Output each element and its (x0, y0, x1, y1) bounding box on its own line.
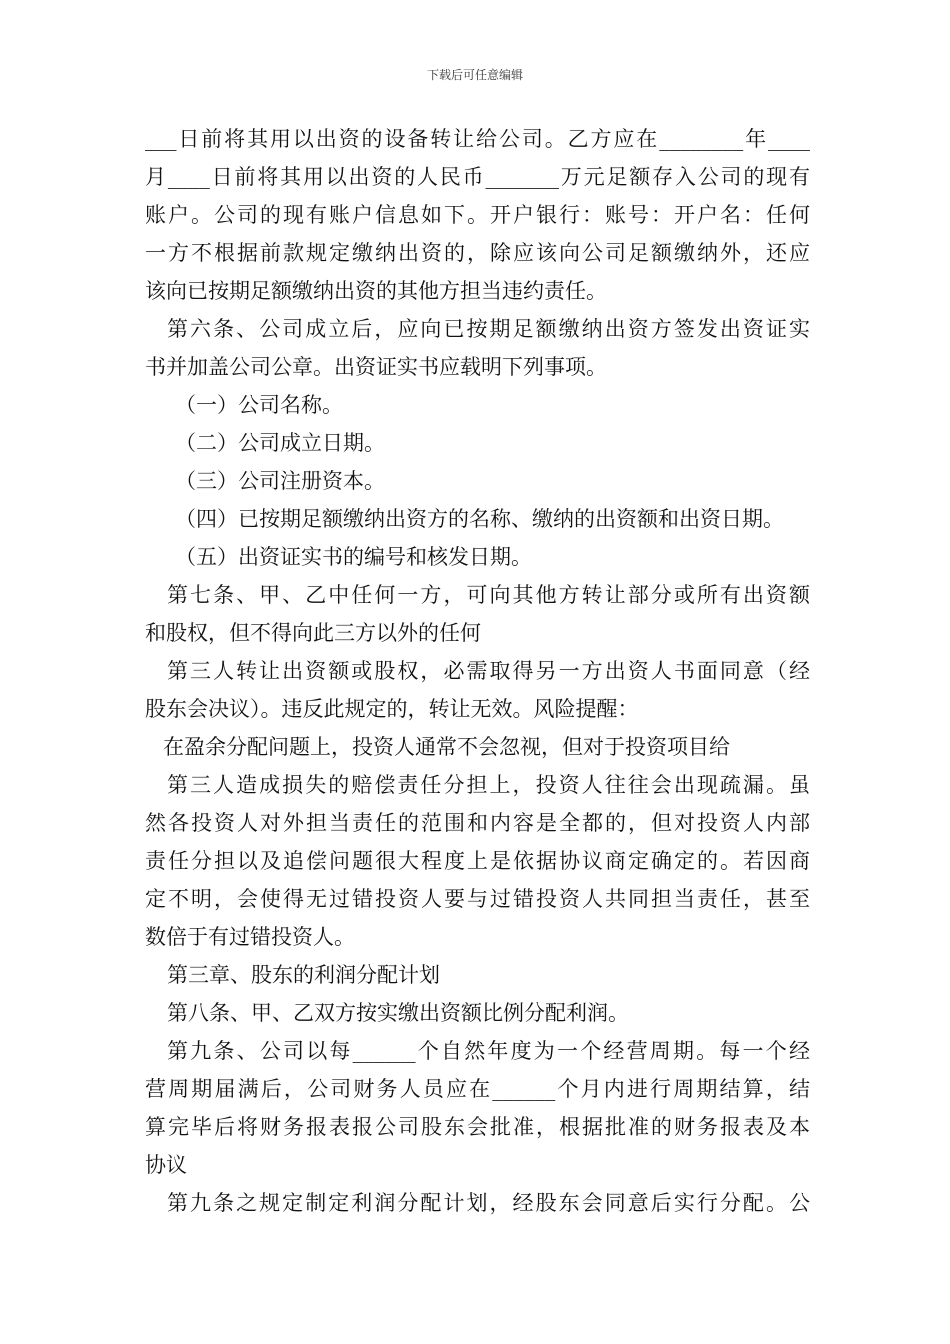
text-line: 数倍于有过错投资人。 (145, 925, 355, 949)
text-line: （一）公司名称。 (175, 393, 343, 417)
text-line: ___日前将其用以出资的设备转让给公司。乙方应在________年____ (145, 127, 810, 151)
text-line: 算完毕后将财务报表报公司股东会批准，根据批准的财务报表及本 (145, 1115, 810, 1139)
text-line: 营周期届满后，公司财务人员应在______个月内进行周期结算，结 (145, 1077, 810, 1101)
text-line: （四）已按期足额缴纳出资方的名称、缴纳的出资额和出资日期。 (175, 507, 784, 531)
document-body (145, 120, 810, 1222)
text-line: 书并加盖公司公章。出资证实书应载明下列事项。 (145, 355, 607, 379)
text-line: 在盈余分配问题上，投资人通常不会忽视，但对于投资项目给 (163, 735, 730, 759)
text-line: 第九条之规定制定利润分配计划，经股东会同意后实行分配。公 (167, 1191, 810, 1215)
text-line: 第九条、公司以每______个自然年度为一个经营周期。每一个经 (167, 1039, 810, 1063)
text-line: 责任分担以及追偿问题很大程度上是依据协议商定确定的。若因商 (145, 849, 810, 873)
text-line: 股东会决议）。违反此规定的，转让无效。风险提醒： (145, 697, 639, 721)
text-line: 该向已按期足额缴纳出资的其他方担当违约责任。 (145, 279, 607, 303)
text-line: 定不明，会使得无过错投资人要与过错投资人共同担当责任，甚至 (145, 887, 810, 911)
text-line: 然各投资人对外担当责任的范围和内容是全都的，但对投资人内部 (145, 811, 810, 835)
text-line: 和股权，但不得向此三方以外的任何 (145, 621, 481, 645)
text-line: 第六条、公司成立后，应向已按期足额缴纳出资方签发出资证实 (167, 317, 810, 341)
text-line: 第三人造成损失的赔偿责任分担上，投资人往往会出现疏漏。虽 (167, 773, 810, 797)
page-header: 下载后可任意编辑 (426, 68, 523, 82)
text-line: 一方不根据前款规定缴纳出资的，除应该向公司足额缴纳外，还应 (145, 241, 810, 265)
text-line: 账户。公司的现有账户信息如下。开户银行：账号：开户名：任何 (145, 203, 810, 227)
text-line: 第七条、甲、乙中任何一方，可向其他方转让部分或所有出资额 (167, 583, 810, 607)
text-line: 协议 (145, 1153, 187, 1177)
text-line: （五）出资证实书的编号和核发日期。 (175, 545, 532, 569)
text-line: （二）公司成立日期。 (175, 431, 385, 455)
text-line: 月____日前将其用以出资的人民币_______万元足额存入公司的现有 (145, 165, 810, 189)
text-line: 第八条、甲、乙双方按实缴出资额比例分配利润。 (167, 1001, 629, 1025)
text-line: 第三人转让出资额或股权，必需取得另一方出资人书面同意（经 (167, 659, 810, 683)
text-line: （三）公司注册资本。 (175, 469, 385, 493)
text-line: 第三章、股东的利润分配计划 (167, 963, 440, 987)
